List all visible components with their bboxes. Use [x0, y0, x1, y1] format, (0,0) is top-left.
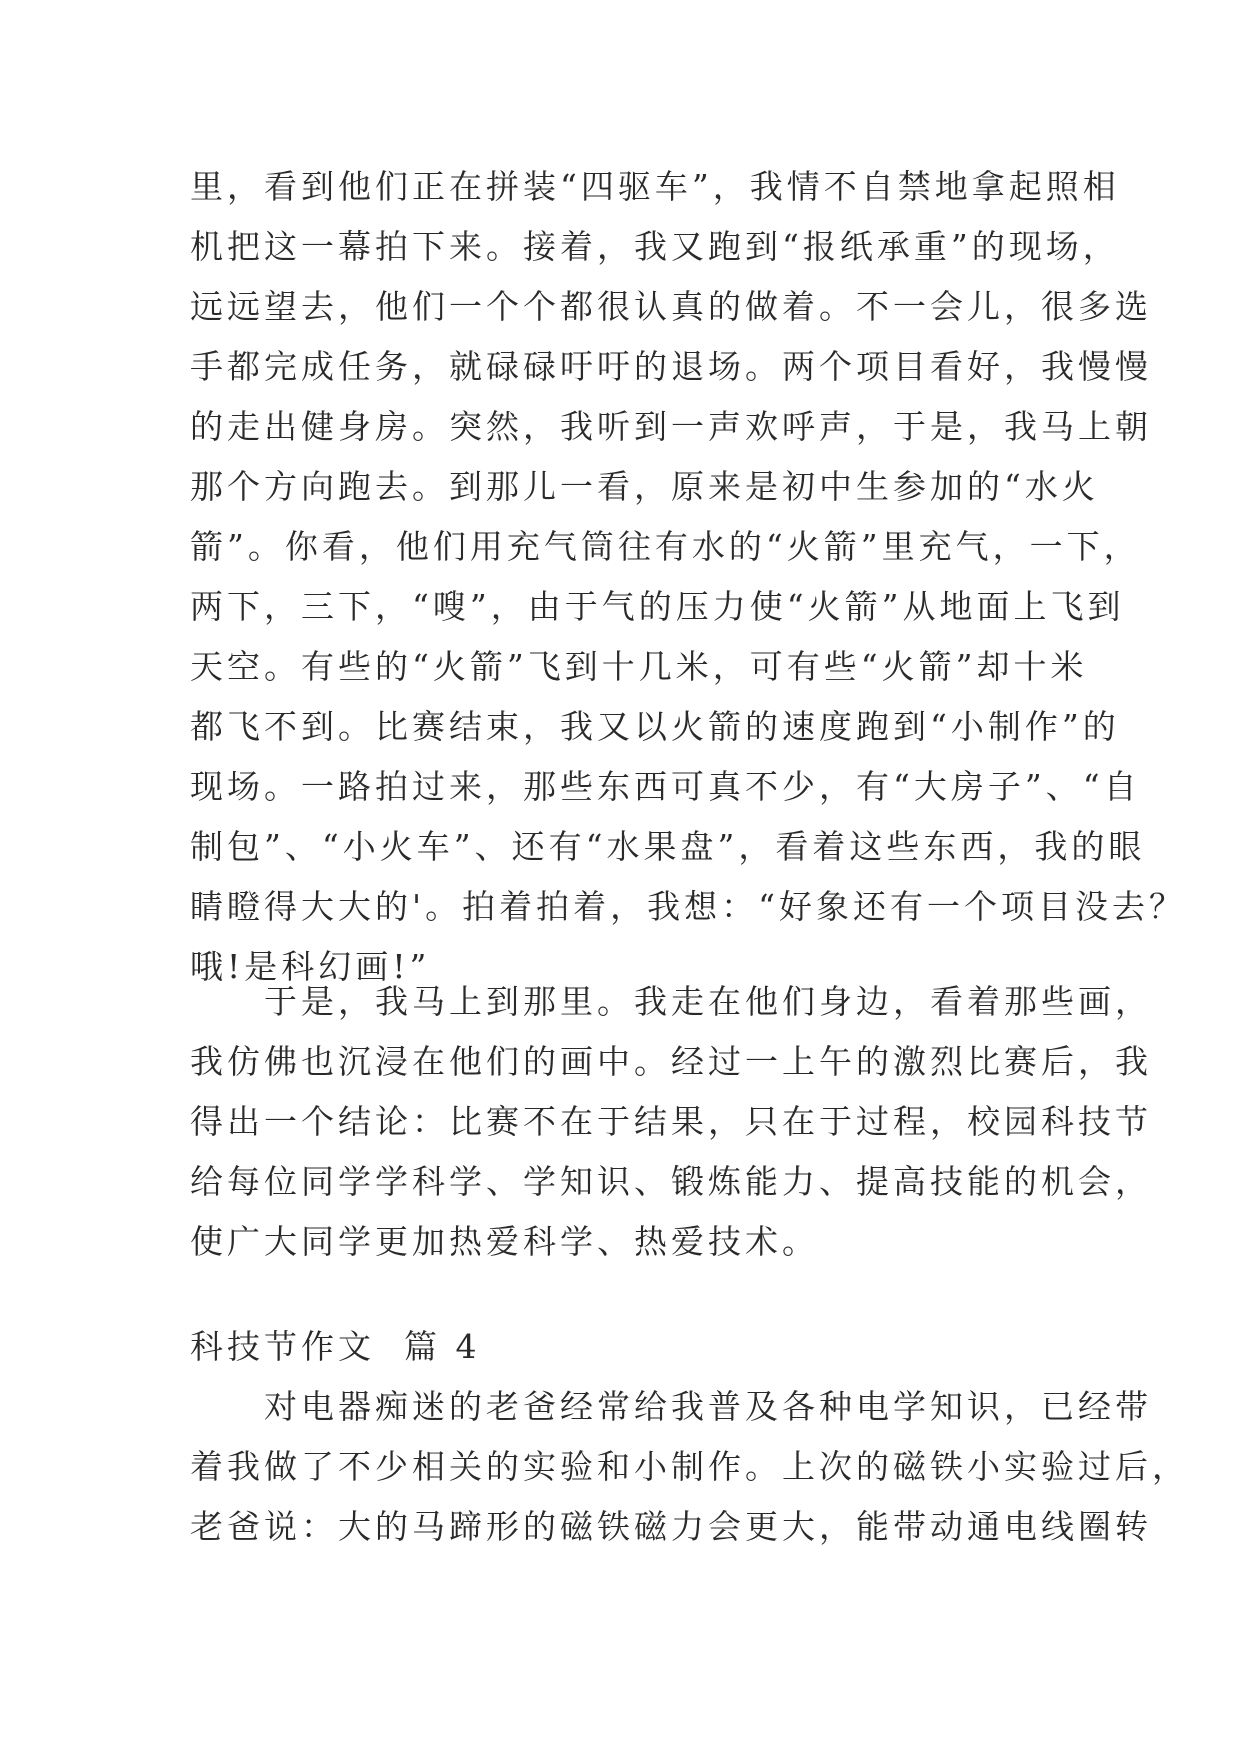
- section-heading-text: 科技节作文 篇 4: [190, 1327, 481, 1366]
- text-line: 制包”、“小火车”、还有“水果盘”，看着这些东西，我的眼: [190, 827, 1146, 866]
- text-line: 手都完成任务，就碌碌吁吁的退场。两个项目看好，我慢慢: [190, 347, 1152, 386]
- paragraph-2: [190, 972, 1152, 1272]
- text-line: 得出一个结论：比赛不在于结果，只在于过程，校园科技节: [190, 1102, 1152, 1141]
- paragraph-1: [190, 157, 1186, 997]
- text-line: 哦!是科幻画!”: [190, 947, 431, 986]
- text-line: 于是，我马上到那里。我走在他们身边，看着那些画，: [190, 982, 1152, 1021]
- text-line: 睛瞪得大大的'。拍着拍着，我想：“好象还有一个项目没去？: [190, 887, 1186, 926]
- paragraph-3: [190, 1377, 1189, 1557]
- text-line: 两下，三下，“嗖”，由于气的压力使“火箭”从地面上飞到: [190, 587, 1125, 626]
- text-line: 箭”。你看，他们用充气筒往有水的“火箭”里充气，一下，: [190, 527, 1141, 566]
- text-line: 那个方向跑去。到那儿一看，原来是初中生参加的“水火: [190, 467, 1099, 506]
- text-line: 给每位同学学科学、学知识、锻炼能力、提高技能的机会，: [190, 1162, 1152, 1201]
- text-line: 远远望去，他们一个个都很认真的做着。不一会儿，很多选: [190, 287, 1152, 326]
- text-line: 机把这一幕拍下来。接着，我又跑到“报纸承重”的现场，: [190, 227, 1120, 266]
- text-line: 老爸说：大的马蹄形的磁铁磁力会更大，能带动通电线圈转: [190, 1507, 1152, 1546]
- text-line: 我仿佛也沉浸在他们的画中。经过一上午的激烈比赛后，我: [190, 1042, 1152, 1081]
- section-heading: [190, 1317, 1070, 1377]
- text-line: 都飞不到。比赛结束，我又以火箭的速度跑到“小制作”的: [190, 707, 1120, 746]
- text-line: 的走出健身房。突然，我听到一声欢呼声，于是，我马上朝: [190, 407, 1152, 446]
- text-line: 着我做了不少相关的实验和小制作。上次的磁铁小实验过后，: [190, 1447, 1189, 1486]
- text-line: 对电器痴迷的老爸经常给我普及各种电学知识，已经带: [190, 1387, 1152, 1426]
- text-line: 里，看到他们正在拼装“四驱车”，我情不自禁地拿起照相: [190, 167, 1120, 206]
- text-line: 天空。有些的“火箭”飞到十几米，可有些“火箭”却十米: [190, 647, 1088, 686]
- text-line: 现场。一路拍过来，那些东西可真不少，有“大房子”、“自: [190, 767, 1141, 806]
- text-line: 使广大同学更加热爱科学、热爱技术。: [190, 1222, 819, 1261]
